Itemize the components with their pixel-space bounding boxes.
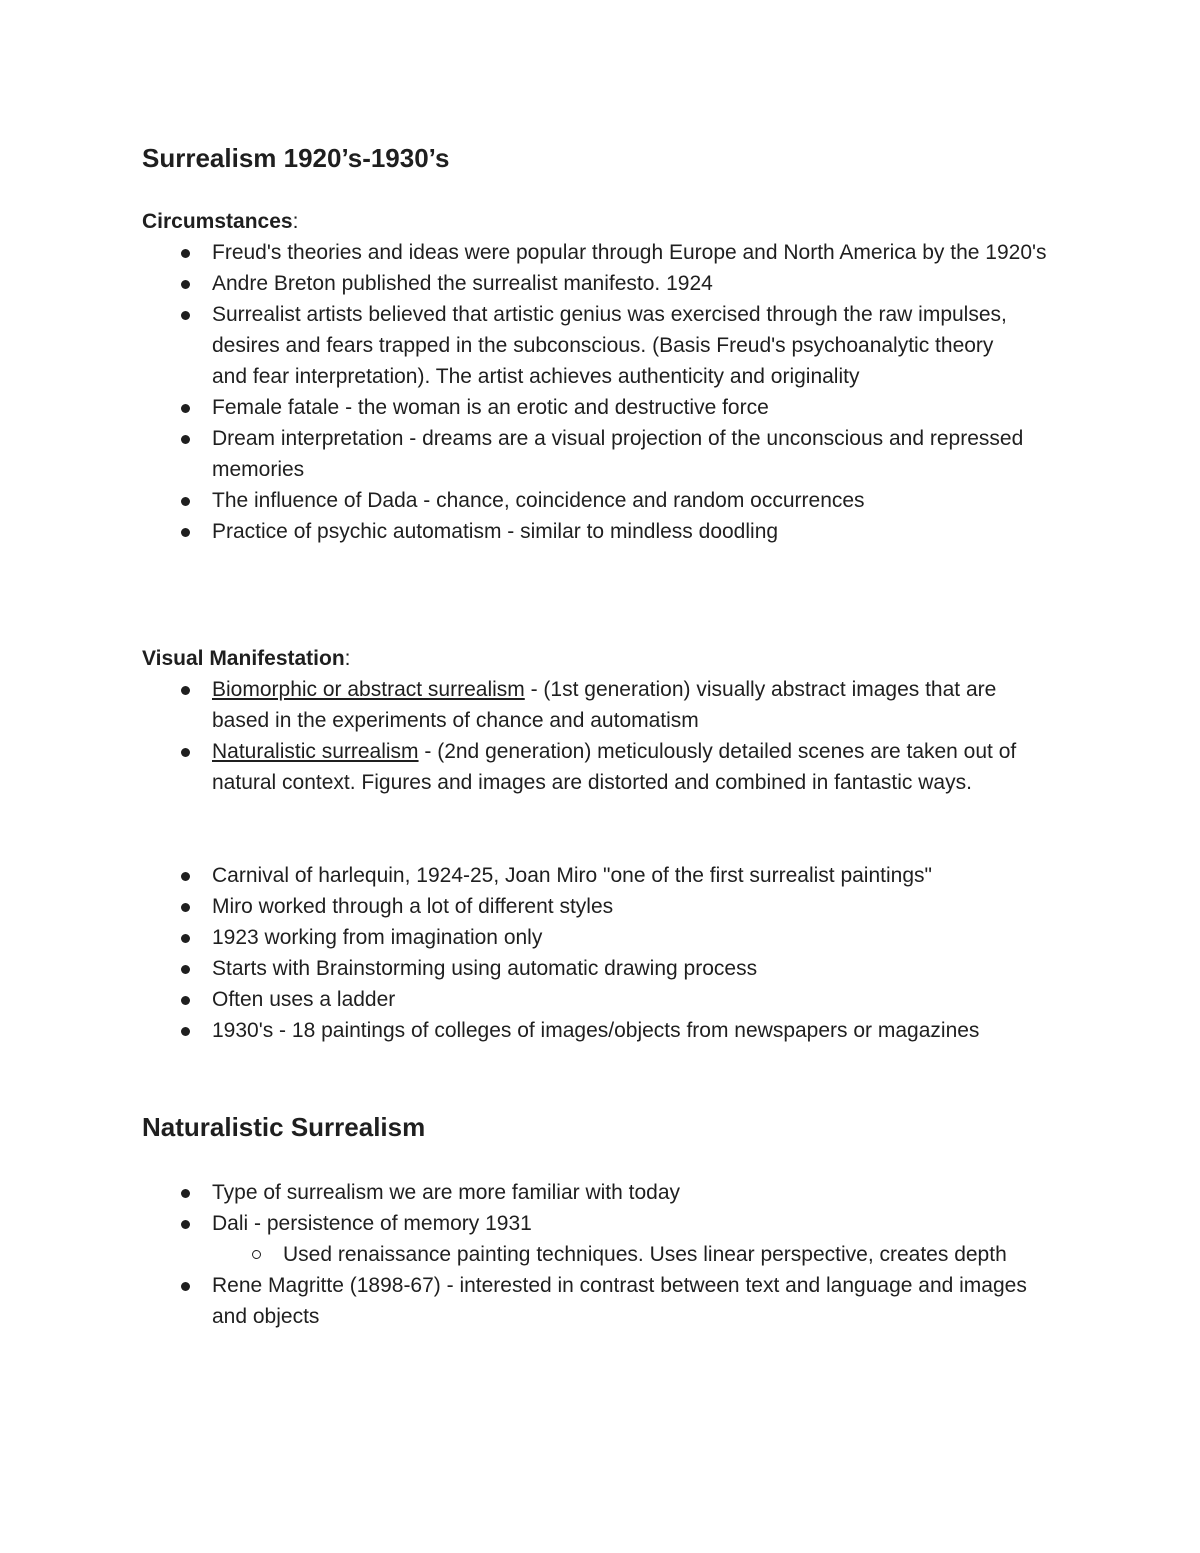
section-heading: Naturalistic Surrealism <box>142 1112 426 1142</box>
list-item-text: Starts with Brainstorming using automatic drawing process <box>212 957 758 980</box>
bullet-icon <box>181 528 190 537</box>
list-item-text: - (2nd generation) meticulously detailed scenes are taken out of natural context. Figures and images are distorted and combined in fantastic ways. <box>212 740 1017 794</box>
circumstances-label <box>142 206 298 237</box>
list-item-text: Miro worked through a lot of different styles <box>212 895 614 918</box>
bullet-icon <box>181 280 190 289</box>
bullet-icon <box>181 996 190 1005</box>
list-item <box>142 891 1054 922</box>
bullet-icon <box>181 965 190 974</box>
list-item <box>142 984 1054 1015</box>
list-item <box>142 485 1047 516</box>
list-item <box>142 423 1032 485</box>
circumstances-colon: : <box>292 210 299 233</box>
list-item <box>142 1015 1032 1046</box>
circumstances-list <box>142 237 1047 547</box>
bullet-icon <box>181 311 190 320</box>
term-underlined: Biomorphic or abstract surrealism <box>212 678 525 701</box>
list-item-text: Rene Magritte (1898-67) - interested in contrast between text and language and images and objects <box>212 1274 1027 1328</box>
list-item <box>142 237 1047 268</box>
list-item-text: 1930's - 18 paintings of colleges of images/objects from newspapers or magazines <box>212 1019 980 1042</box>
list-item-text: Practice of psychic automatism - similar to mindless doodling <box>212 520 779 543</box>
bullet-icon <box>181 1220 190 1229</box>
list-item <box>142 516 1047 547</box>
visual-manifestation-list <box>142 674 1054 798</box>
bullet-icon <box>181 872 190 881</box>
list-item <box>142 1208 1047 1239</box>
list-item-text: Freud's theories and ideas were popular through Europe and North America by the 1920's <box>212 241 1047 264</box>
list-item-text: Used renaissance painting techniques. Uses linear perspective, creates depth <box>283 1243 1007 1266</box>
list-item-text: Surrealist artists believed that artistic genius was exercised through the raw impulses, desires and fears trapped in the subconscious. (Basis Freud's psychoanalytic theory and fear interpretation). The artist achieves authenticity and originality <box>212 303 1007 388</box>
bullet-icon <box>181 435 190 444</box>
list-item-text: The influence of Dada - chance, coincidence and random occurrences <box>212 489 865 512</box>
bullet-icon <box>181 903 190 912</box>
sub-list-item <box>142 1239 1033 1270</box>
bullet-icon <box>181 404 190 413</box>
circumstances-label-text: Circumstances <box>142 210 293 233</box>
list-item-text: 1923 working from imagination only <box>212 926 543 949</box>
list-item <box>142 1177 1047 1208</box>
list-item-text: Dream interpretation - dreams are a visual projection of the unconscious and repressed memories <box>212 427 1024 481</box>
page-title: Surrealism 1920’s-1930’s <box>142 143 450 173</box>
list-item <box>142 392 1047 423</box>
naturalistic-list <box>142 1177 1047 1332</box>
bullet-icon <box>181 497 190 506</box>
list-item <box>142 922 1054 953</box>
list-item <box>142 953 1054 984</box>
list-item <box>142 674 1054 736</box>
list-item-text: Often uses a ladder <box>212 988 396 1011</box>
list-item-text: Dali - persistence of memory 1931 <box>212 1212 532 1235</box>
list-item-text: Andre Breton published the surrealist manifesto. 1924 <box>212 272 713 295</box>
bullet-icon <box>181 934 190 943</box>
term-underlined: Naturalistic surrealism <box>212 740 419 763</box>
list-item <box>142 299 1032 392</box>
list-item-text: Carnival of harlequin, 1924-25, Joan Miro "one of the first surrealist paintings" <box>212 864 932 887</box>
list-item-text: - (1st generation) visually abstract images that are based in the experiments of chance and automatism <box>212 678 997 732</box>
list-item <box>142 736 1054 798</box>
miro-list <box>142 860 1054 1046</box>
bullet-icon <box>181 1189 190 1198</box>
list-item <box>142 268 1047 299</box>
bullet-icon <box>181 249 190 258</box>
list-item-text: Type of surrealism we are more familiar with today <box>212 1181 680 1204</box>
bullet-icon <box>181 686 190 695</box>
list-item <box>142 1270 1047 1332</box>
visual-manifestation-label-text: Visual Manifestation <box>142 647 345 670</box>
bullet-icon <box>181 1027 190 1036</box>
list-item <box>142 860 1054 891</box>
list-item-text: Female fatale - the woman is an erotic and destructive force <box>212 396 769 419</box>
hollow-bullet-icon <box>252 1250 261 1259</box>
visual-manifestation-label <box>142 643 351 674</box>
bullet-icon <box>181 748 190 757</box>
visual-manifestation-colon: : <box>344 647 351 670</box>
bullet-icon <box>181 1282 190 1291</box>
